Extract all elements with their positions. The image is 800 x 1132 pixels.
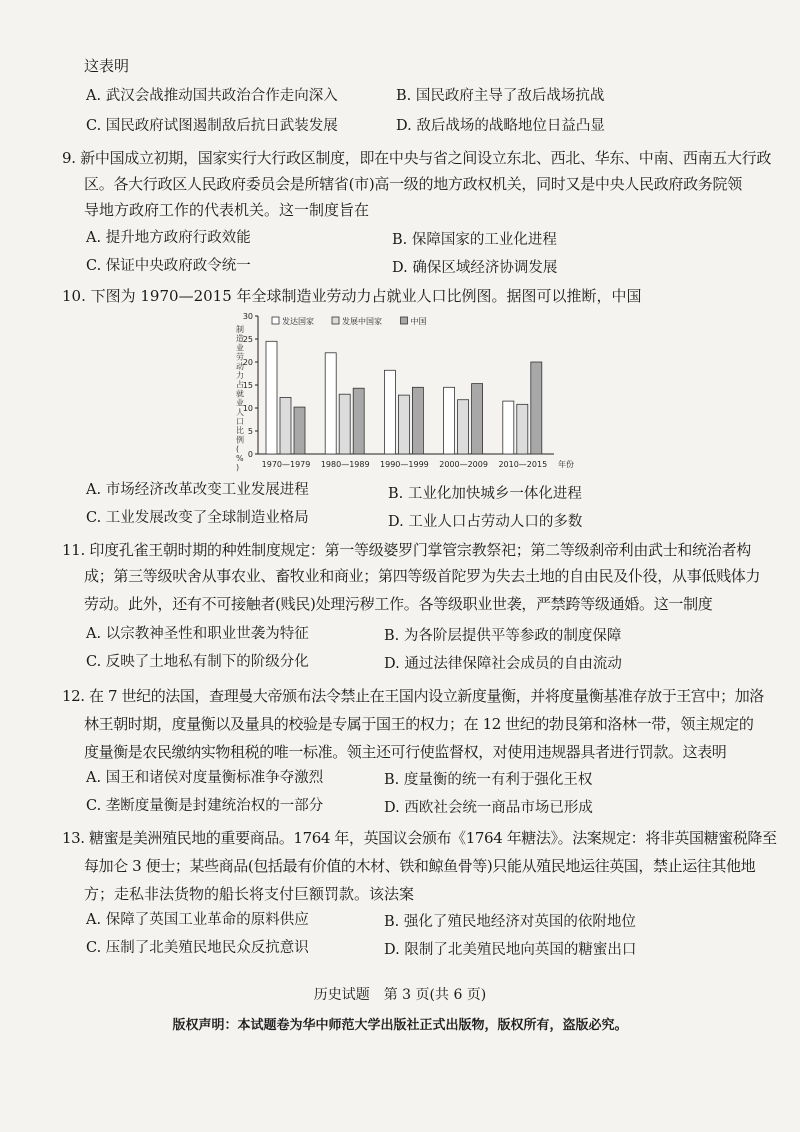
q8-option-c: C. 国民政府试图遏制敌后抗日武装发展 — [86, 118, 338, 134]
y-tick-label: 30 — [242, 312, 253, 321]
bar — [503, 401, 514, 454]
q10-option-c: C. 工业发展改变了全球制造业格局 — [86, 510, 309, 526]
q8-option-d: D. 敌后战场的战略地位日益凸显 — [396, 118, 605, 134]
q11-stem-line3: 劳动。此外，还有不可接触者(贱民)处理污秽工作。各等级职业世袭，严禁跨等级通婚。这一制度 — [84, 595, 713, 613]
y-tick-label: 20 — [242, 358, 253, 367]
q12-option-a: A. 国王和诸侯对度量衡标准争夺激烈 — [86, 770, 324, 786]
chart-legend — [272, 316, 427, 326]
q9-option-a: A. 提升地方政府行政效能 — [86, 230, 251, 246]
q10-option-a: A. 市场经济改革改变工业发展进程 — [86, 482, 309, 498]
q9-option-d: D. 确保区域经济协调发展 — [392, 260, 558, 276]
legend-label: 中国 — [410, 317, 427, 326]
x-tick-label: 2010—2015 — [498, 460, 548, 469]
x-tick-label: 2000—2009 — [439, 460, 488, 469]
bar — [266, 341, 277, 454]
bar — [412, 387, 423, 454]
q10-option-d: D. 工业人口占劳动人口的多数 — [388, 514, 583, 530]
page-footer: 历史试题 第 3 页(共 6 页) — [313, 987, 487, 1003]
bar — [384, 370, 395, 454]
q12-stem-line3: 度量衡是农民缴纳实物租税的唯一标准。领主还可行使监督权，对使用违规器具者进行罚款。这表明 — [84, 743, 727, 761]
y-tick-label: 15 — [242, 381, 253, 390]
legend-label: 发达国家 — [282, 317, 314, 326]
legend-swatch — [272, 317, 279, 324]
bar — [325, 353, 336, 454]
q9-stem-line3: 导地方政府工作的代表机关。这一制度旨在 — [84, 201, 370, 219]
q12-option-d: D. 西欧社会统一商品市场已形成 — [384, 800, 593, 816]
x-tick-label: 1980—1989 — [320, 460, 370, 469]
x-tick-label: 1970—1979 — [261, 460, 311, 469]
q11-stem-line1: 11. 印度孔雀王朝时期的种姓制度规定：第一等级婆罗门掌管宗教祭祀；第二等级刹帝利由武士和统治者构 — [62, 541, 751, 559]
bar — [353, 388, 364, 454]
q13-stem-line2: 每加仑 3 便士；某些商品(包括最有价值的木材、铁和鲸鱼骨等)只能从殖民地运往英国，禁止运往其他地 — [84, 857, 756, 875]
q13-option-d: D. 限制了北美殖民地向英国的糖蜜出口 — [384, 942, 637, 958]
y-tick-label: 5 — [247, 427, 253, 436]
bar — [444, 387, 455, 454]
q9-option-c: C. 保证中央政府政令统一 — [86, 258, 251, 274]
legend-label: 发展中国家 — [342, 317, 382, 326]
q11-stem-line2: 成；第三等级吠舍从事农业、畜牧业和商业；第四等级首陀罗为失去土地的自由民及仆役，从事低贱体力 — [84, 567, 761, 585]
x-axis-label: 年份 — [558, 460, 574, 469]
q10-stem-line1: 10. 下图为 1970—2015 年全球制造业劳动力占就业人口比例图。据图可以推断，中国 — [62, 287, 642, 305]
q13-option-c: C. 压制了北美殖民地民众反抗意识 — [86, 940, 309, 956]
copyright-notice: 版权声明：本试题卷为华中师范大学出版社正式出版物，版权所有，盗版必究。 — [172, 1018, 628, 1033]
y-tick-label: 0 — [247, 450, 253, 459]
q10-option-b: B. 工业化加快城乡一体化进程 — [388, 486, 582, 502]
q11-option-a: A. 以宗教神圣性和职业世袭为特征 — [86, 626, 309, 642]
bar — [531, 362, 542, 454]
q13-option-a: A. 保障了英国工业革命的原料供应 — [86, 912, 309, 928]
bar — [280, 397, 291, 454]
q13-option-b: B. 强化了殖民地经济对英国的依附地位 — [384, 914, 636, 930]
q12-stem-line2: 林王朝时期，度量衡以及量具的校验是专属于国王的权力；在 12 世纪的勃艮第和洛林一带，领主规定的 — [84, 715, 754, 733]
bar — [472, 384, 483, 454]
q9-option-b: B. 保障国家的工业化进程 — [392, 232, 557, 248]
q11-option-d: D. 通过法律保障社会成员的自由流动 — [384, 656, 622, 672]
q11-option-c: C. 反映了土地私有制下的阶级分化 — [86, 654, 309, 670]
y-tick-label: 25 — [242, 335, 253, 344]
q13-stem-line3: 方；走私非法货物的船长将支付巨额罚款。该法案 — [84, 885, 415, 903]
q12-option-b: B. 度量衡的统一有利于强化王权 — [384, 772, 593, 788]
bar — [517, 404, 528, 454]
q12-option-c: C. 垄断度量衡是封建统治权的一部分 — [86, 798, 324, 814]
bar — [294, 407, 305, 454]
manufacturing-labor-bar-chart — [228, 308, 590, 474]
x-tick-label: 1990—1999 — [380, 460, 429, 469]
q13-stem-line1: 13. 糖蜜是美洲殖民地的重要商品。1764 年，英国议会颁布《1764 年糖法》。法案规定：将非英国糖蜜税降至 — [62, 829, 777, 847]
q8-option-b: B. 国民政府主导了敌后战场抗战 — [396, 88, 605, 104]
q11-option-b: B. 为各阶层提供平等参政的制度保障 — [384, 628, 622, 644]
legend-swatch — [332, 317, 339, 324]
q9-stem-line1: 9. 新中国成立初期，国家实行大行政区制度，即在中央与省之间设立东北、西北、华东、中南、西南五大行政 — [62, 149, 772, 167]
bar — [398, 395, 409, 454]
legend-swatch — [401, 317, 408, 324]
q8-option-a: A. 武汉会战推动国共政治合作走向深入 — [86, 88, 338, 104]
y-tick-label: 10 — [242, 404, 253, 413]
q8-stem-tail: 这表明 — [84, 57, 130, 75]
y-axis-label: 制造业劳动力占就业人口比例( % ) — [236, 325, 244, 472]
q9-stem-line2: 区。各大行政区人民政府委员会是所辖省(市)高一级的地方政权机关，同时又是中央人民政府政务院领 — [84, 175, 742, 193]
q12-stem-line1: 12. 在 7 世纪的法国，查理曼大帝颁布法令禁止在王国内设立新度量衡，并将度量衡基准存放于王宫中；加洛 — [62, 687, 764, 705]
bar — [458, 400, 469, 454]
bar — [339, 394, 350, 454]
